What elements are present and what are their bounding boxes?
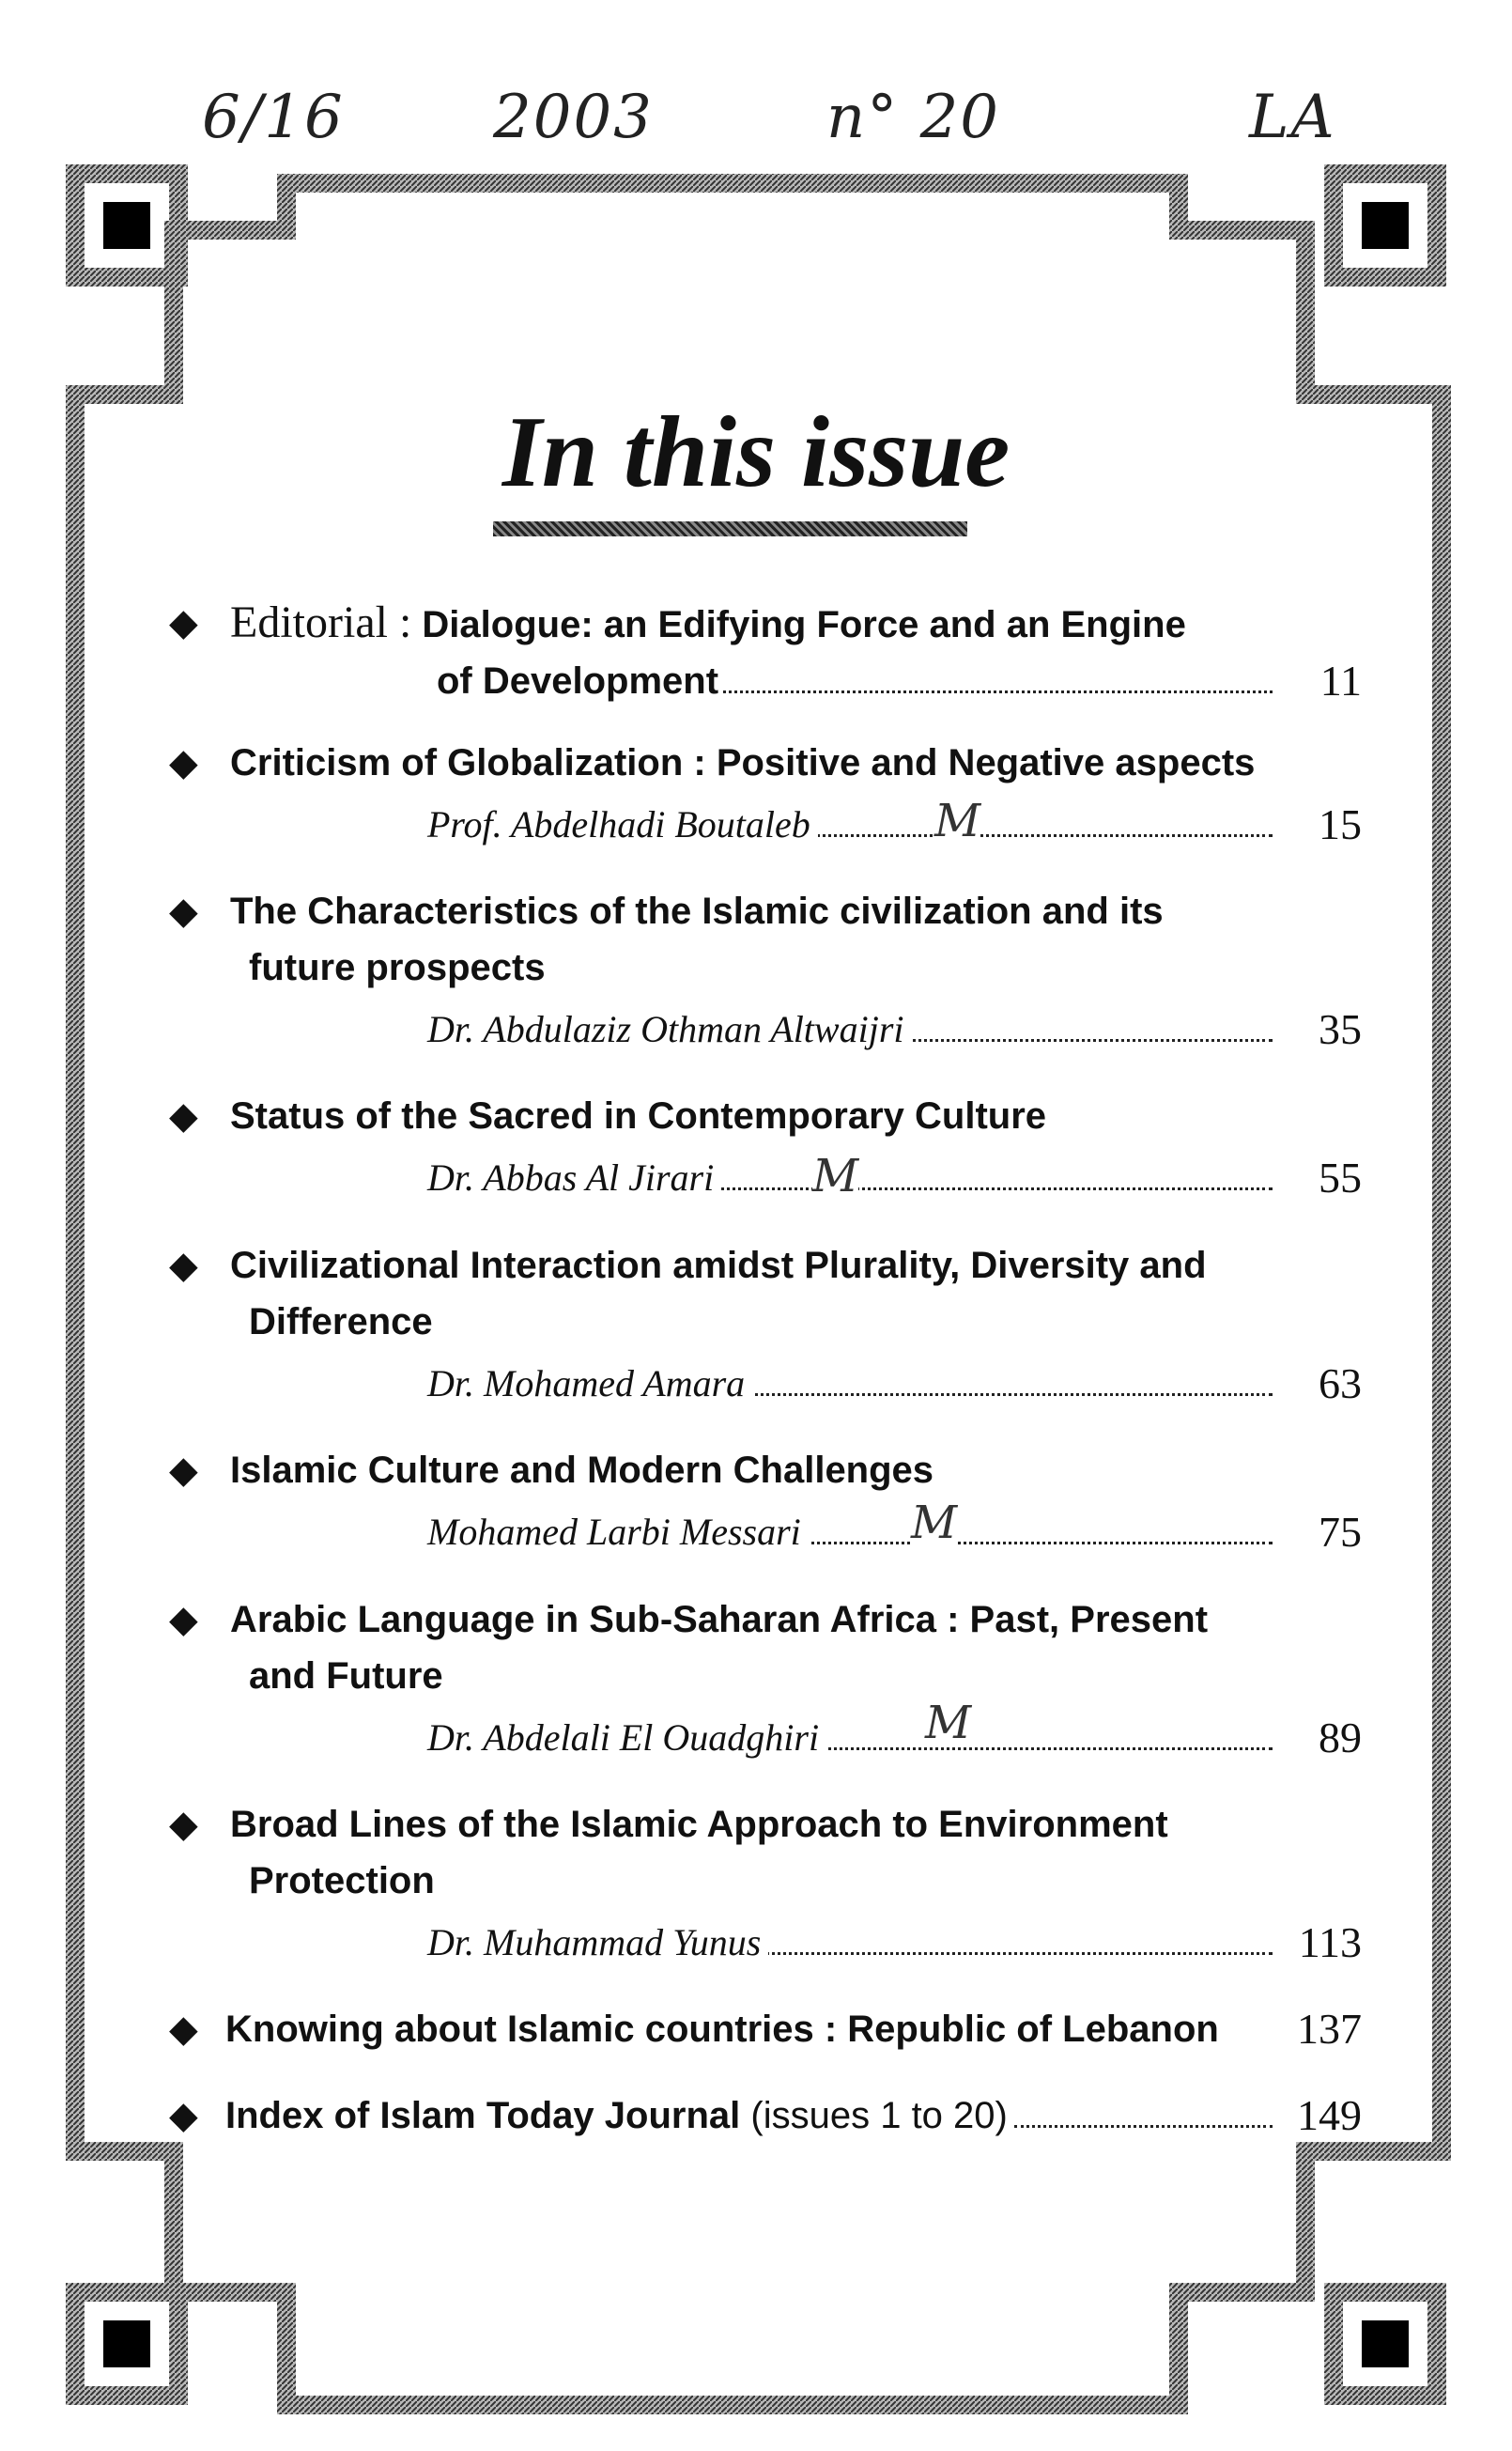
bullet-diamond: ◆ — [169, 890, 198, 933]
toc-entry — [169, 1796, 1362, 1971]
entry-author: Dr. Abbas Al Jirari — [427, 1150, 721, 1206]
bullet-diamond: ◆ — [169, 2008, 198, 2051]
handwritten-check-mark: M — [925, 1697, 972, 1749]
entry-title-text: Index of Islam Today Journal — [225, 2095, 741, 2136]
page-number: 35 — [1319, 1005, 1362, 1053]
dot-leader — [1014, 2125, 1273, 2128]
page-number: 75 — [1319, 1508, 1362, 1556]
page-title: In this issue — [501, 396, 1011, 508]
page-number: 63 — [1319, 1359, 1362, 1407]
page-number: 55 — [1319, 1154, 1362, 1202]
entry-title: Civilizational Interaction amidst Plurality, Diversity and — [230, 1245, 1207, 1286]
entry-title: The Characteristics of the Islamic civilization and its — [230, 891, 1164, 932]
entry-title: Broad Lines of the Islamic Approach to Environment — [230, 1804, 1168, 1845]
bullet-diamond: ◆ — [169, 601, 198, 644]
title-underline — [493, 521, 967, 536]
handwritten-year: 2003 — [493, 83, 654, 152]
toc-entry — [169, 735, 1362, 853]
entry-author: Mohamed Larbi Messari — [427, 1504, 809, 1560]
toc-entry — [169, 883, 1362, 1058]
toc-entry-country — [169, 2001, 1362, 2057]
bullet-diamond: ◆ — [169, 1598, 198, 1641]
bullet-diamond: ◆ — [169, 741, 198, 784]
entry-title: Knowing about Islamic countries : Republic of Lebanon — [225, 2009, 1219, 2050]
page-number: 11 — [1319, 657, 1362, 705]
page-number: 113 — [1298, 1918, 1362, 1966]
handwritten-code: 6/16 — [202, 83, 345, 152]
bullet-diamond: ◆ — [169, 1094, 198, 1138]
handwritten-check-mark: M — [911, 1497, 958, 1549]
entry-note: (issues 1 to 20) — [750, 2095, 1008, 2136]
entry-title: Dialogue: an Edifying Force and an Engine — [422, 604, 1186, 645]
page-number: 89 — [1319, 1714, 1362, 1761]
entry-title-cont: Difference — [249, 1301, 433, 1342]
handwritten-check-mark: M — [934, 795, 981, 847]
entry-author: Dr. Abdelali El Ouadghiri — [427, 1710, 826, 1766]
entry-title-cont: future prospects — [249, 947, 546, 988]
entry-title — [225, 2087, 1015, 2144]
toc-entry-editorial — [169, 595, 1362, 709]
entry-title: Islamic Culture and Modern Challenges — [230, 1450, 934, 1491]
dot-leader — [723, 690, 1273, 693]
entry-title-cont: of Development — [437, 653, 726, 709]
entry-title: Arabic Language in Sub-Saharan Africa : Past, Present — [230, 1599, 1209, 1640]
toc-entry — [169, 1237, 1362, 1412]
entry-author: Dr. Abdulaziz Othman Altwaijri — [427, 1001, 912, 1058]
toc-entry-index — [169, 2087, 1362, 2144]
entry-title: Criticism of Globalization : Positive and Negative aspects — [230, 742, 1256, 783]
entry-author: Dr. Muhammad Yunus — [427, 1915, 768, 1971]
handwritten-number: n° 20 — [826, 83, 1000, 152]
entry-author: Dr. Mohamed Amara — [427, 1356, 752, 1412]
page-number: 137 — [1297, 2005, 1362, 2053]
entry-title-cont: Protection — [249, 1860, 435, 1901]
handwritten-check-mark: M — [812, 1150, 859, 1202]
editorial-label: Editorial : — [230, 597, 412, 647]
bullet-diamond: ◆ — [169, 1449, 198, 1492]
toc-entry — [169, 1442, 1362, 1560]
entry-author: Prof. Abdelhadi Boutaleb — [427, 797, 818, 853]
page-number: 15 — [1319, 800, 1362, 848]
handwritten-initials: LA — [1249, 83, 1336, 152]
bullet-diamond: ◆ — [169, 1244, 198, 1287]
page-number: 149 — [1297, 2091, 1362, 2139]
toc-entry — [169, 1591, 1362, 1766]
toc-entry — [169, 1088, 1362, 1206]
bullet-diamond: ◆ — [169, 2094, 198, 2137]
bullet-diamond: ◆ — [169, 1803, 198, 1846]
entry-title: Status of the Sacred in Contemporary Culture — [230, 1095, 1047, 1137]
entry-title-cont: and Future — [249, 1655, 443, 1697]
